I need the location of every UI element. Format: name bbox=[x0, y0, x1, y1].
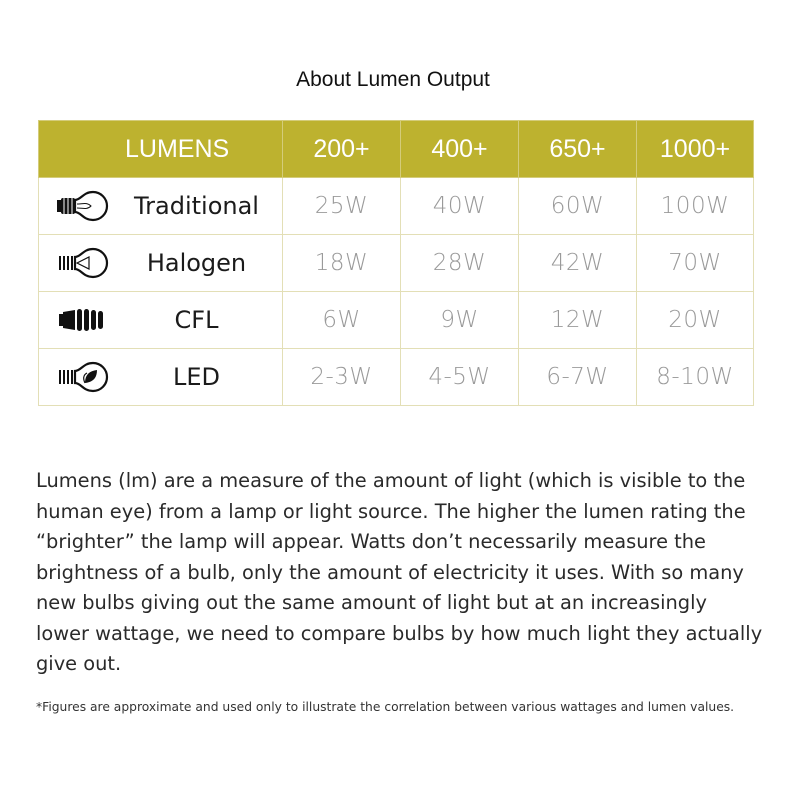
row-type-halogen bbox=[39, 235, 283, 292]
value-cell: 20W bbox=[637, 292, 754, 349]
value-cell: 60W bbox=[519, 178, 637, 235]
value-cell: 25W bbox=[283, 178, 401, 235]
value-cell: 100W bbox=[637, 178, 754, 235]
value-cell: 42W bbox=[519, 235, 637, 292]
table-row bbox=[39, 235, 754, 292]
value-cell: 28W bbox=[401, 235, 519, 292]
value-cell: 2-3W bbox=[283, 349, 401, 406]
header-650: 650+ bbox=[519, 121, 637, 178]
value-cell: 40W bbox=[401, 178, 519, 235]
row-type-cfl bbox=[39, 292, 283, 349]
header-1000: 1000+ bbox=[637, 121, 754, 178]
type-label: Halogen bbox=[146, 249, 247, 277]
led-bulb-icon bbox=[55, 361, 111, 393]
type-label: LED bbox=[172, 363, 220, 391]
header-400: 400+ bbox=[401, 121, 519, 178]
type-label: CFL bbox=[174, 306, 219, 334]
value-cell: 18W bbox=[283, 235, 401, 292]
table-row bbox=[39, 292, 754, 349]
header-200: 200+ bbox=[283, 121, 401, 178]
value-cell: 6W bbox=[283, 292, 401, 349]
value-cell: 6-7W bbox=[519, 349, 637, 406]
value-cell: 8-10W bbox=[637, 349, 754, 406]
table-row bbox=[39, 178, 754, 235]
value-cell: 12W bbox=[519, 292, 637, 349]
type-label: Traditional bbox=[134, 192, 259, 220]
lumen-table bbox=[38, 120, 754, 406]
footnote: *Figures are approximate and used only to illustrate the correlation between various wattages and lumen values. bbox=[36, 700, 735, 714]
table-row bbox=[39, 349, 754, 406]
value-cell: 4-5W bbox=[401, 349, 519, 406]
value-cell: 70W bbox=[637, 235, 754, 292]
value-cell: 9W bbox=[401, 292, 519, 349]
cfl-bulb-icon bbox=[55, 304, 111, 336]
header-row bbox=[39, 121, 754, 178]
page-title: About Lumen Output bbox=[296, 68, 490, 91]
traditional-bulb-icon bbox=[55, 190, 111, 222]
halogen-bulb-icon bbox=[55, 247, 111, 279]
row-type-led bbox=[39, 349, 283, 406]
body-paragraph: Lumens (lm) are a measure of the amount of light (which is visible to the human eye) from a lamp or light source. The higher the lumen rating the “brighter” the lamp will appear. Watts don’t necessarily measure the brightness of a bulb, only the amount of electricity it uses. With so many new bulbs giving out the same amount of light but at an increasingly lower wattage, we need to compare bulbs by how much light they actually give out. bbox=[36, 469, 763, 675]
header-lumens: LUMENS bbox=[39, 121, 283, 178]
row-type-traditional bbox=[39, 178, 283, 235]
